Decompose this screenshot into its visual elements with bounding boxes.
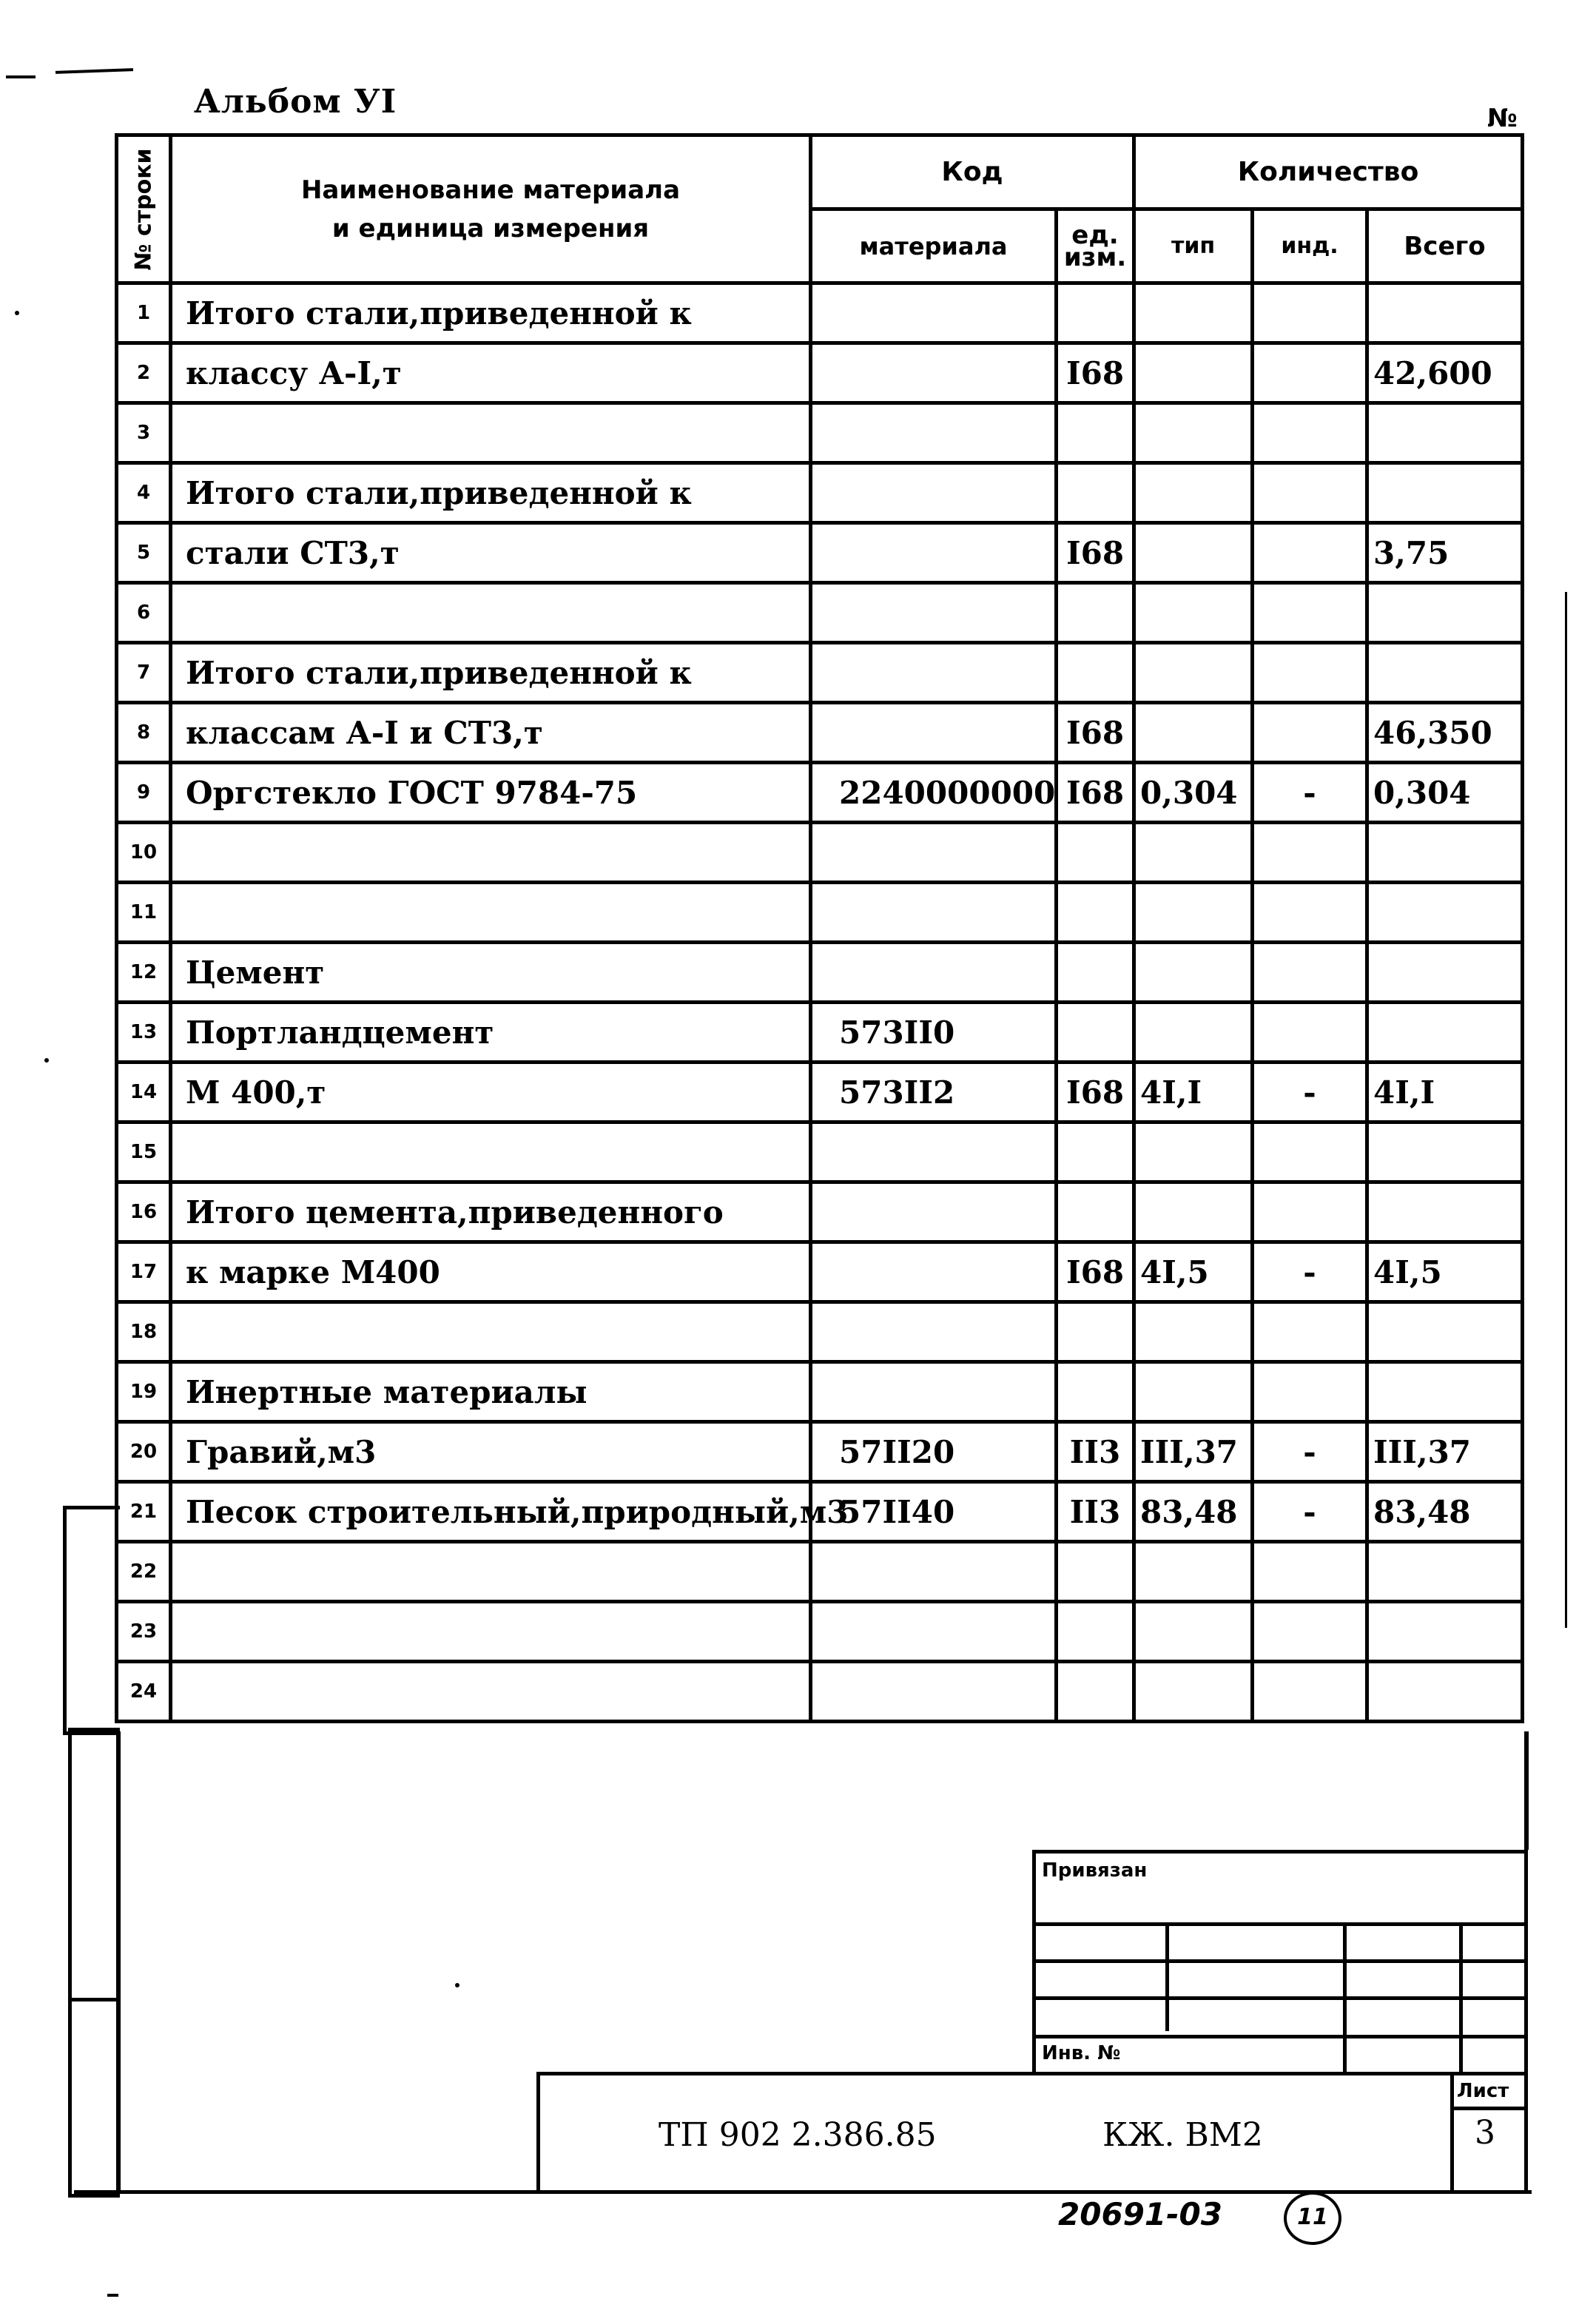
quantity-total	[1367, 1182, 1523, 1242]
quantity-total	[1367, 643, 1523, 703]
quantity-individual	[1253, 1662, 1367, 1722]
material-name: Инертные материалы	[171, 1362, 811, 1422]
right-margin-scan-line	[1565, 592, 1567, 1628]
material-name	[171, 403, 811, 463]
material-code	[811, 1122, 1057, 1182]
material-name: М 400,т	[171, 1063, 811, 1122]
material-code	[811, 823, 1057, 883]
quantity-individual: -	[1253, 1422, 1367, 1482]
quantity-type	[1134, 1122, 1253, 1182]
row-number: 10	[117, 823, 171, 883]
table-row	[117, 1602, 1523, 1662]
material-code	[811, 1602, 1057, 1662]
unit-code	[1057, 883, 1134, 943]
document-code: ТП 902 2.386.85	[659, 2116, 937, 2154]
material-name: к марке М400	[171, 1242, 811, 1302]
material-code	[811, 1182, 1057, 1242]
quantity-individual	[1253, 463, 1367, 523]
row-number: 11	[117, 883, 171, 943]
quantity-total	[1367, 1003, 1523, 1063]
material-name: Портландцемент	[171, 1003, 811, 1063]
quantity-type	[1134, 403, 1253, 463]
table-row	[117, 1662, 1523, 1722]
quantity-individual	[1253, 1182, 1367, 1242]
row-number: 6	[117, 583, 171, 643]
scan-speck	[455, 1983, 459, 1987]
quantity-individual	[1253, 1122, 1367, 1182]
quantity-total	[1367, 283, 1523, 343]
table-body	[117, 283, 1523, 1722]
margin-stamp-divider	[68, 1998, 116, 2001]
row-number: 4	[117, 463, 171, 523]
material-code	[811, 1662, 1057, 1722]
row-number: 17	[117, 1242, 171, 1302]
scan-speck	[107, 2294, 118, 2297]
material-name: Итого стали,приведенной к	[171, 283, 811, 343]
material-name	[171, 1602, 811, 1662]
quantity-type	[1134, 943, 1253, 1003]
material-name	[171, 883, 811, 943]
row-number: 3	[117, 403, 171, 463]
table-row	[117, 883, 1523, 943]
quantity-total	[1367, 403, 1523, 463]
quantity-total	[1367, 1662, 1523, 1722]
row-number: 18	[117, 1302, 171, 1362]
unit-code	[1057, 463, 1134, 523]
row-number: 9	[117, 763, 171, 823]
scan-mark	[0, 67, 133, 70]
quantity-total: 83,48	[1367, 1482, 1523, 1542]
material-code: 2240000000	[811, 763, 1057, 823]
quantity-total	[1367, 1122, 1523, 1182]
unit-code: I68	[1057, 763, 1134, 823]
unit-code	[1057, 1182, 1134, 1242]
header-code-group: Код	[811, 135, 1134, 209]
row-number: 1	[117, 283, 171, 343]
quantity-type: 4I,I	[1134, 1063, 1253, 1122]
quantity-total	[1367, 583, 1523, 643]
header-code-material: материала	[811, 209, 1057, 283]
material-name	[171, 1302, 811, 1362]
title-block-row-divider	[1036, 1996, 1524, 2000]
table-row	[117, 583, 1523, 643]
sheet-cell	[1450, 2075, 1528, 2190]
margin-stamp-box-upper	[63, 1506, 120, 1735]
table-row	[117, 1182, 1523, 1242]
quantity-individual	[1253, 1602, 1367, 1662]
quantity-total: 42,600	[1367, 343, 1523, 403]
row-number: 15	[117, 1122, 171, 1182]
materials-table	[115, 133, 1524, 1723]
material-code	[811, 583, 1057, 643]
linked-label: Привязан	[1042, 1859, 1148, 1882]
table-row	[117, 1003, 1523, 1063]
sheet-number: 3	[1475, 2114, 1495, 2152]
quantity-individual	[1253, 583, 1367, 643]
material-name	[171, 1122, 811, 1182]
unit-code: I68	[1057, 1063, 1134, 1122]
material-code	[811, 283, 1057, 343]
unit-code	[1057, 583, 1134, 643]
quantity-type	[1134, 1602, 1253, 1662]
quantity-individual	[1253, 643, 1367, 703]
quantity-type	[1134, 883, 1253, 943]
sheet-divider	[1454, 2107, 1528, 2110]
quantity-individual	[1253, 883, 1367, 943]
material-code: 57II20	[811, 1422, 1057, 1482]
quantity-type: III,37	[1134, 1422, 1253, 1482]
unit-code	[1057, 943, 1134, 1003]
archive-number: 20691-03	[1058, 2196, 1222, 2232]
table-row	[117, 1482, 1523, 1542]
quantity-type	[1134, 463, 1253, 523]
material-code	[811, 343, 1057, 403]
quantity-individual	[1253, 1542, 1367, 1602]
material-code	[811, 703, 1057, 763]
quantity-individual	[1253, 1302, 1367, 1362]
material-name: Итого стали,приведенной к	[171, 643, 811, 703]
table-row	[117, 1542, 1523, 1602]
header-quantity-type: тип	[1134, 209, 1253, 283]
header-quantity-group: Количество	[1134, 135, 1523, 209]
quantity-type	[1134, 343, 1253, 403]
quantity-type	[1134, 583, 1253, 643]
quantity-total	[1367, 1602, 1523, 1662]
row-number: 12	[117, 943, 171, 1003]
quantity-individual: -	[1253, 1063, 1367, 1122]
quantity-individual	[1253, 703, 1367, 763]
quantity-total: 4I,5	[1367, 1242, 1523, 1302]
material-code: 573II0	[811, 1003, 1057, 1063]
table-row	[117, 1242, 1523, 1302]
quantity-type: 83,48	[1134, 1482, 1253, 1542]
unit-code: I68	[1057, 343, 1134, 403]
row-number: 2	[117, 343, 171, 403]
unit-code	[1057, 1542, 1134, 1602]
quantity-individual: -	[1253, 1242, 1367, 1302]
header-code-unit-line1: ед.	[1071, 220, 1119, 250]
material-code: 57II40	[811, 1482, 1057, 1542]
header-code-unit-line2: изм.	[1063, 242, 1127, 272]
row-number: 21	[117, 1482, 171, 1542]
quantity-type	[1134, 283, 1253, 343]
unit-code	[1057, 1122, 1134, 1182]
quantity-total: 4I,I	[1367, 1063, 1523, 1122]
quantity-individual: -	[1253, 1482, 1367, 1542]
row-number: 24	[117, 1662, 171, 1722]
unit-code	[1057, 403, 1134, 463]
quantity-type	[1134, 703, 1253, 763]
quantity-type	[1134, 1542, 1253, 1602]
title-block-col-divider	[1343, 1922, 1347, 2072]
row-number: 19	[117, 1362, 171, 1422]
row-number: 23	[117, 1602, 171, 1662]
quantity-total	[1367, 463, 1523, 523]
table-row	[117, 523, 1523, 583]
quantity-total	[1367, 1362, 1523, 1422]
unit-code: I68	[1057, 703, 1134, 763]
scan-speck	[15, 311, 19, 315]
material-name: Итого цемента,приведенного	[171, 1182, 811, 1242]
section-code: КЖ. ВМ2	[1102, 2116, 1263, 2154]
title-block-row-divider	[1036, 2035, 1524, 2038]
material-name	[171, 1662, 811, 1722]
material-code	[811, 1302, 1057, 1362]
header-quantity-total: Всего	[1367, 209, 1523, 283]
material-code	[811, 943, 1057, 1003]
header-name	[171, 135, 811, 283]
quantity-total: 46,350	[1367, 703, 1523, 763]
sheet-label: Лист	[1457, 2080, 1509, 2102]
quantity-type	[1134, 1182, 1253, 1242]
unit-code	[1057, 823, 1134, 883]
table-row	[117, 343, 1523, 403]
quantity-individual	[1253, 943, 1367, 1003]
quantity-total	[1367, 823, 1523, 883]
material-name: Итого стали,приведенной к	[171, 463, 811, 523]
material-name	[171, 583, 811, 643]
quantity-type	[1134, 523, 1253, 583]
material-name: Песок строительный,природный,м3	[171, 1482, 811, 1542]
material-name: классам А-I и СТ3,т	[171, 703, 811, 763]
album-title: Альбом УI	[194, 83, 397, 121]
unit-code: II3	[1057, 1482, 1134, 1542]
table-row	[117, 823, 1523, 883]
quantity-total: 0,304	[1367, 763, 1523, 823]
table-row	[117, 703, 1523, 763]
row-number: 16	[117, 1182, 171, 1242]
circled-page-number: 11	[1284, 2192, 1341, 2245]
quantity-type	[1134, 1362, 1253, 1422]
row-number-header-label: № строки	[130, 147, 157, 271]
table-row	[117, 943, 1523, 1003]
frame-right-line	[1524, 1731, 1529, 1850]
table-row	[117, 283, 1523, 343]
quantity-type: 0,304	[1134, 763, 1253, 823]
quantity-total	[1367, 883, 1523, 943]
material-code	[811, 883, 1057, 943]
header-row-number	[117, 135, 171, 283]
quantity-total: III,37	[1367, 1422, 1523, 1482]
quantity-individual: -	[1253, 763, 1367, 823]
row-number: 7	[117, 643, 171, 703]
material-code	[811, 1542, 1057, 1602]
row-number: 13	[117, 1003, 171, 1063]
table-row	[117, 1063, 1523, 1122]
quantity-total: 3,75	[1367, 523, 1523, 583]
material-name: Гравий,м3	[171, 1422, 811, 1482]
row-number: 20	[117, 1422, 171, 1482]
material-code	[811, 463, 1057, 523]
quantity-total	[1367, 1542, 1523, 1602]
material-code	[811, 403, 1057, 463]
header-quantity-individual: инд.	[1253, 209, 1367, 283]
table-row	[117, 1422, 1523, 1482]
quantity-type	[1134, 1302, 1253, 1362]
material-code	[811, 1362, 1057, 1422]
unit-code	[1057, 1362, 1134, 1422]
quantity-total	[1367, 1302, 1523, 1362]
material-code	[811, 1242, 1057, 1302]
quantity-type	[1134, 1003, 1253, 1063]
unit-code	[1057, 283, 1134, 343]
row-number: 14	[117, 1063, 171, 1122]
document-stamp	[536, 2072, 1528, 2194]
row-number: 22	[117, 1542, 171, 1602]
quantity-individual	[1253, 283, 1367, 343]
quantity-individual	[1253, 823, 1367, 883]
table-row	[117, 763, 1523, 823]
table-row	[117, 1362, 1523, 1422]
title-block-row-divider	[1036, 1959, 1524, 1963]
material-name	[171, 823, 811, 883]
corner-mark: №	[1487, 104, 1518, 133]
unit-code	[1057, 1302, 1134, 1362]
header-code-unit	[1057, 209, 1134, 283]
quantity-type	[1134, 823, 1253, 883]
quantity-total	[1367, 943, 1523, 1003]
header-name-line2: и единица измерения	[331, 213, 650, 243]
title-block-col-divider	[1459, 1922, 1463, 2072]
quantity-type: 4I,5	[1134, 1242, 1253, 1302]
material-code: 573II2	[811, 1063, 1057, 1122]
quantity-individual	[1253, 1003, 1367, 1063]
unit-code: II3	[1057, 1422, 1134, 1482]
title-block-col-divider	[1165, 1922, 1169, 2031]
unit-code: I68	[1057, 523, 1134, 583]
material-name: Оргстекло ГОСТ 9784-75	[171, 763, 811, 823]
title-block-row-divider	[1036, 1922, 1524, 1926]
header-name-line1: Наименование материала	[300, 175, 681, 205]
table-row	[117, 403, 1523, 463]
quantity-individual	[1253, 1362, 1367, 1422]
table-row	[117, 643, 1523, 703]
table-row	[117, 463, 1523, 523]
row-number: 8	[117, 703, 171, 763]
material-code	[811, 523, 1057, 583]
quantity-individual	[1253, 403, 1367, 463]
margin-stamp-box-lower	[68, 1728, 120, 2198]
unit-code	[1057, 643, 1134, 703]
unit-code: I68	[1057, 1242, 1134, 1302]
quantity-individual	[1253, 523, 1367, 583]
unit-code	[1057, 1602, 1134, 1662]
inventory-label: Инв. №	[1042, 2042, 1121, 2064]
title-block-grid	[1032, 1850, 1528, 2072]
table-row	[117, 1122, 1523, 1182]
unit-code	[1057, 1003, 1134, 1063]
material-name: стали СТ3,т	[171, 523, 811, 583]
quantity-type	[1134, 643, 1253, 703]
scan-speck	[44, 1058, 49, 1063]
table-row	[117, 1302, 1523, 1362]
unit-code	[1057, 1662, 1134, 1722]
material-name: классу А-I,т	[171, 343, 811, 403]
quantity-individual	[1253, 343, 1367, 403]
material-code	[811, 643, 1057, 703]
material-name: Цемент	[171, 943, 811, 1003]
row-number: 5	[117, 523, 171, 583]
quantity-type	[1134, 1662, 1253, 1722]
material-name	[171, 1542, 811, 1602]
